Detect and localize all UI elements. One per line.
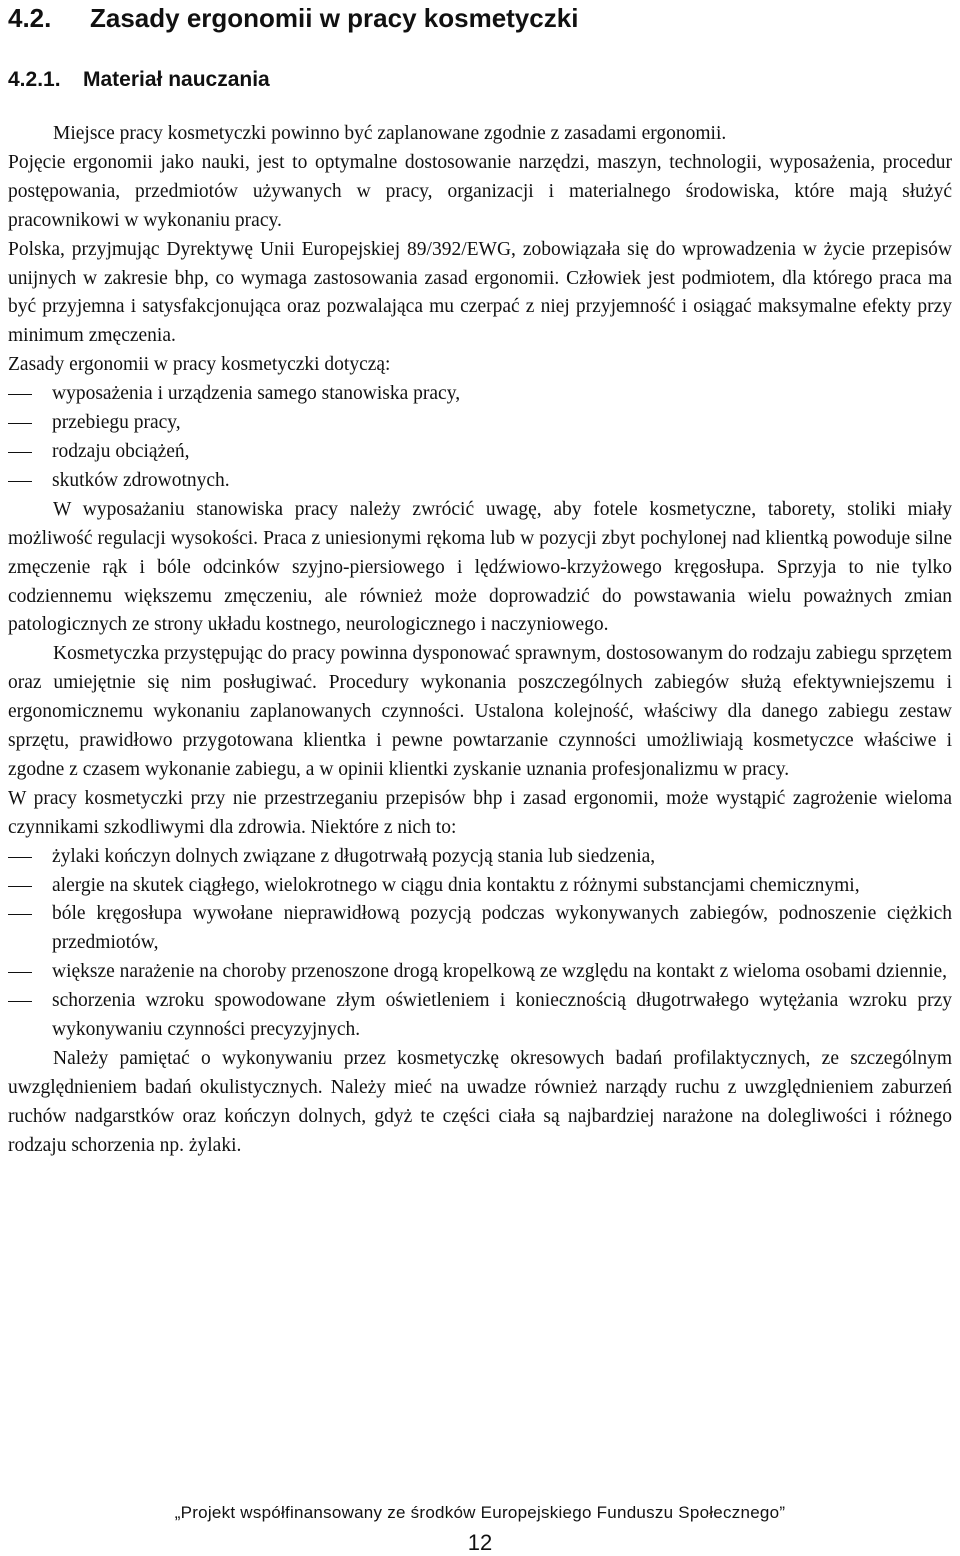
list-item: przebiegu pracy, xyxy=(8,409,952,438)
subsection-heading xyxy=(8,62,270,98)
section-number: 4.2. xyxy=(8,3,52,33)
footer-funding-note: „Projekt współfinansowany ze środków Europejskiego Funduszu Społecznego” xyxy=(174,1503,786,1522)
list-item: wyposażenia i urządzenia samego stanowiska pracy, xyxy=(8,380,952,409)
paragraph-definition: Pojęcie ergonomii jako nauki, jest to optymalne dostosowanie narzędzi, maszyn, technologii, wyposażenia, procedur postępowania, przedmiotów używanych w pracy, organizacji i materialnego środowiska, które mają służyć pracownikowi w wykonaniu pracy. xyxy=(8,151,952,231)
list-item: bóle kręgosłupa wywołane nieprawidłową pozycją podczas wykonywanych zabiegów, podnoszenie ciężkich przedmiotów, xyxy=(8,900,952,958)
subsection-title: Materiał nauczania xyxy=(83,68,270,91)
list-item: schorzenia wzroku spowodowane złym oświetleniem i koniecznością długotrwałego wytężania wzroku przy wykonywaniu czynności precyzyjnych. xyxy=(8,987,952,1045)
paragraph-checkups: Należy pamiętać o wykonywaniu przez kosmetyczkę okresowych badań profilaktycznych, ze szczególnym uwzględnieniem badań okulistycznych. Należy mieć na uwadze również narządy ruchu z uwzględnieniem zaburzeń ruchów nadgarstków oraz kończyn dolnych, gdyż te części ciała są najbardziej narażone na dolegliwości i różnego rodzaju schorzenia np. żylaki. xyxy=(8,1048,952,1156)
list-item: większe narażenie na choroby przenoszone drogą kropelkową ze względu na kontakt z wieloma osobami dziennie, xyxy=(8,958,952,987)
list-item: skutków zdrowotnych. xyxy=(8,467,952,496)
paragraph-equipment: Kosmetyczka przystępując do pracy powinna dysponować sprawnym, dostosowanym do rodzaju zabiegu sprzętem oraz umiejętnie się nim posługiwać. Procedury wykonania poszczególnych zabiegów służą efektywniejszemu i ergonomicznemu wykonaniu zaplanowanych czynności. Ustalona kolejność, właściwy dla danego zabiegu zestaw sprzętu, prawidłowo przygotowana klientka i pewne powtarzanie czynności umożliwiają kosmetyczce właściwe i zgodne z czasem wykonanie zabiegu, a w opinii klientki zyskanie uznania profesjonalizmu w pracy. xyxy=(8,643,952,780)
paragraph-directive: Polska, przyjmując Dyrektywę Unii Europejskiej 89/392/EWG, zobowiązała się do wprowadzenia w życie przepisów unijnych w zakresie bhp, co wymaga zastosowania zasad ergonomii. Człowiek jest podmiotem, dla którego praca ma być przyjemna i satysfakcjonująca oraz pozwalająca mu czerpać z niej przyjemność i osiągać maksymalne efekty przy minimum zmęczenia. xyxy=(8,238,952,347)
health-hazards-list xyxy=(8,843,952,1045)
page-number: 12 xyxy=(467,1530,493,1555)
paragraph-hazards-intro: W pracy kosmetyczki przy nie przestrzeganiu przepisów bhp i zasad ergonomii, może wystąpić zagrożenie wieloma czynnikami szkodliwymi dla zdrowia. Niektóre z nich to: xyxy=(8,787,952,838)
paragraph-intro: Miejsce pracy kosmetyczki powinno być zaplanowane zgodnie z zasadami ergonomii. xyxy=(53,123,727,144)
ergonomics-scope-list xyxy=(8,380,952,496)
list-item: żylaki kończyn dolnych związane z długotrwałą pozycją stania lub siedzenia, xyxy=(8,843,952,872)
section-heading xyxy=(8,0,578,36)
list-item: rodzaju obciążeń, xyxy=(8,438,952,467)
list-item: alergie na skutek ciągłego, wielokrotnego w ciągu dnia kontaktu z różnymi substancjami chemicznymi, xyxy=(8,872,952,901)
paragraph-list-intro: Zasady ergonomii w pracy kosmetyczki dotyczą: xyxy=(8,354,391,376)
subsection-number: 4.2.1. xyxy=(8,68,61,91)
body-text xyxy=(8,120,952,1161)
paragraph-workstation: W wyposażaniu stanowiska pracy należy zwrócić uwagę, aby fotele kosmetyczne, taborety, stoliki miały możliwość regulacji wysokości. Praca z uniesionymi rękoma lub w pozycji zbyt pochylonej nad klientką powoduje silne zmęczenie rąk i bóle odcinków szyjno-piersiowego i lędźwiowo-krzyżowego kręgosłupa. Sprzyja to nie tylko codziennemu większemu zmęczeniu, ale również może doprowadzić do powstawania wielu poważnych zmian patologicznych ze strony układu kostnego, neurologicznego i naczyniowego. xyxy=(8,498,952,636)
section-title: Zasady ergonomii w pracy kosmetyczki xyxy=(90,3,579,33)
